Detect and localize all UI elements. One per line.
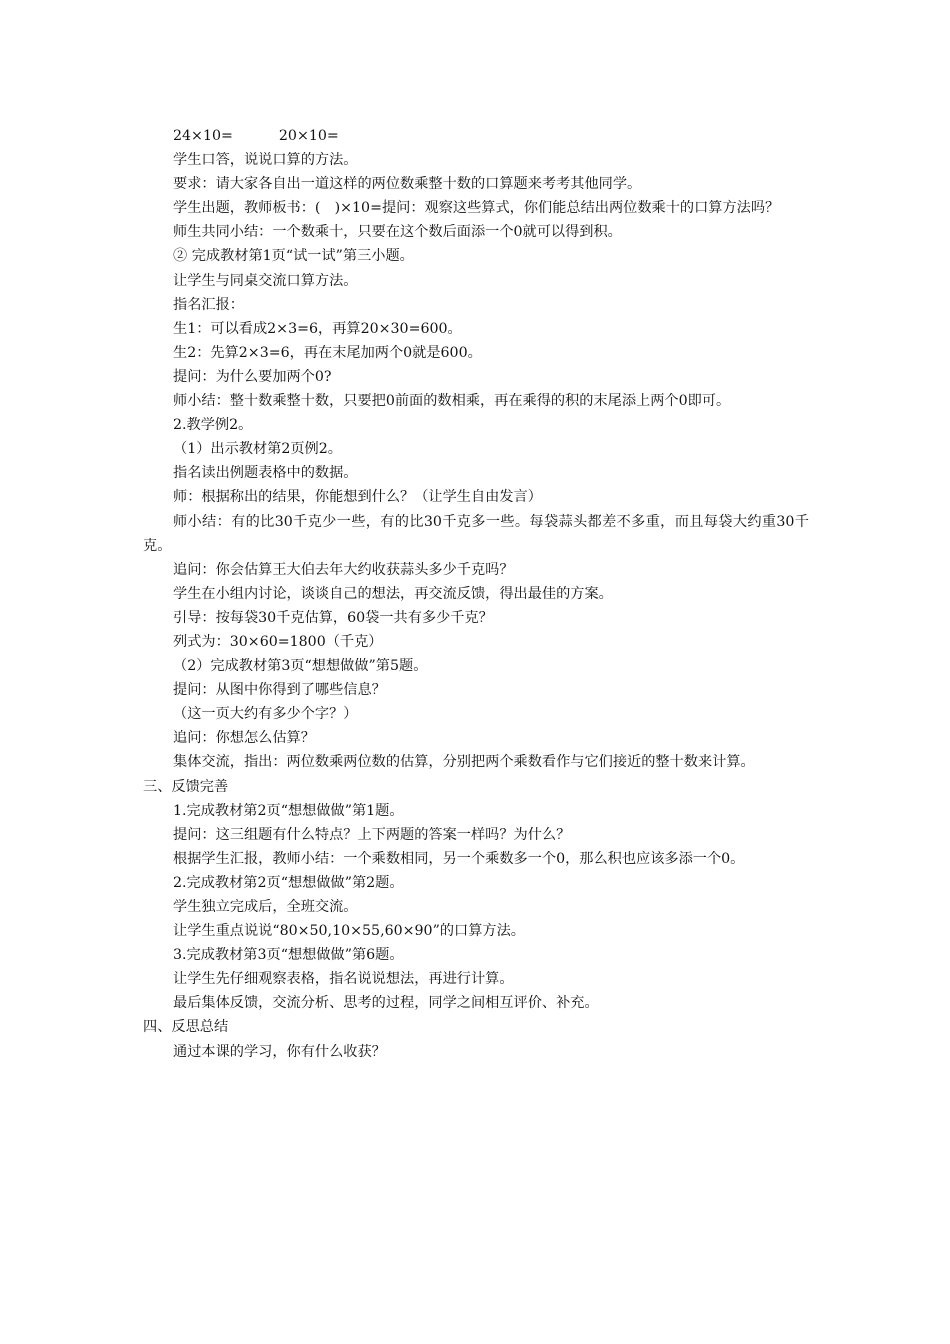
text-line: ② 完成教材第1页“试一试”第三小题。	[173, 248, 414, 265]
text-line: 指名读出例题表格中的数据。	[173, 465, 358, 482]
equation-line	[143, 124, 809, 148]
text-line: 要求：请大家各自出一道这样的两位数乘整十数的口算题来考考其他同学。	[173, 176, 642, 193]
text-line: 提问：从图中你得到了哪些信息？	[173, 682, 386, 699]
text-line: 提问：这三组题有什么特点？上下两题的答案一样吗？为什么？	[173, 826, 571, 843]
text-line: 2.完成教材第2页“想想做做”第2题。	[173, 874, 404, 891]
text-line: 学生独立完成后，全班交流。	[173, 899, 358, 915]
text-line: 学生在小组内讨论，谈谈自己的想法，再交流反馈，得出最佳的方案。	[173, 585, 613, 602]
text-line: 让学生先仔细观察表格，指名说说想法，再进行计算。	[173, 971, 514, 988]
document-body	[143, 124, 809, 1064]
text-line: 生2：先算2×3=6，再在末尾加两个0就是600。	[173, 344, 482, 361]
text-line: 师生共同小结：一个数乘十，只要在这个数后面添一个0就可以得到积。	[173, 224, 622, 241]
paragraph: 师小结：有的比30千克少一些，有的比30千克多一些。每袋蒜头都差不多重，而且每袋大约重30千克。	[143, 513, 809, 554]
text-line: 追问：你想怎么估算？	[173, 730, 315, 747]
equation-b: 20×10=	[278, 128, 339, 144]
text-line: 生1：可以看成2×3=6，再算20×30=600。	[173, 320, 462, 337]
text-line: （2）完成教材第3页“想想做做”第5题。	[173, 658, 428, 675]
text-line: 指名汇报：	[173, 296, 244, 313]
text-line: 追问：你会估算王大伯去年大约收获蒜头多少千克吗？	[173, 561, 514, 578]
text-line: 2.教学例2。	[173, 417, 253, 434]
section-heading: 三、反馈完善	[143, 778, 229, 795]
text-line: （1）出示教材第2页例2。	[173, 441, 342, 458]
paragraph: 师小结：整十数乘整十数，只要把0前面的数相乘，再在乘得的积的末尾添上两个0即可。	[173, 393, 731, 410]
text-line: （这一页大约有多少个字？）	[173, 706, 358, 723]
text-line: 列式为：30×60=1800（千克）	[173, 633, 383, 650]
section-heading: 四、反思总结	[143, 1019, 229, 1036]
text-line: 让学生重点说说“80×50,10×55,60×90”的口算方法。	[173, 923, 525, 940]
text-line: 最后集体反馈，交流分析、思考的过程，同学之间相互评价、补充。	[173, 995, 599, 1012]
text-line: 通过本课的学习，你有什么收获？	[173, 1043, 386, 1060]
text-line: 师：根据称出的结果，你能想到什么？（让学生自由发言）	[173, 489, 542, 506]
text-line: 学生口答，说说口算的方法。	[173, 152, 358, 169]
text-line: 3.完成教材第3页“想想做做”第6题。	[173, 947, 404, 964]
text-line: 1.完成教材第2页“想想做做”第1题。	[173, 802, 404, 819]
text-line: 提问：为什么要加两个0?	[173, 368, 332, 385]
paragraph: 集体交流，指出：两位数乘两位数的估算，分别把两个乘数看作与它们接近的整十数来计算。	[173, 754, 755, 771]
paragraph: 学生出题，教师板书：( )×10=提问：观察这些算式，你们能总结出两位数乘十的口算方法吗？	[173, 200, 780, 217]
equation-a: 24×10=	[173, 128, 233, 144]
text-line: 让学生与同桌交流口算方法。	[173, 272, 358, 289]
paragraph: 根据学生汇报，教师小结：一个乘数相同，另一个乘数多一个0，那么积也应该多添一个0。	[173, 850, 745, 867]
text-line: 引导：按每袋30千克估算，60袋一共有多少千克？	[173, 609, 493, 626]
